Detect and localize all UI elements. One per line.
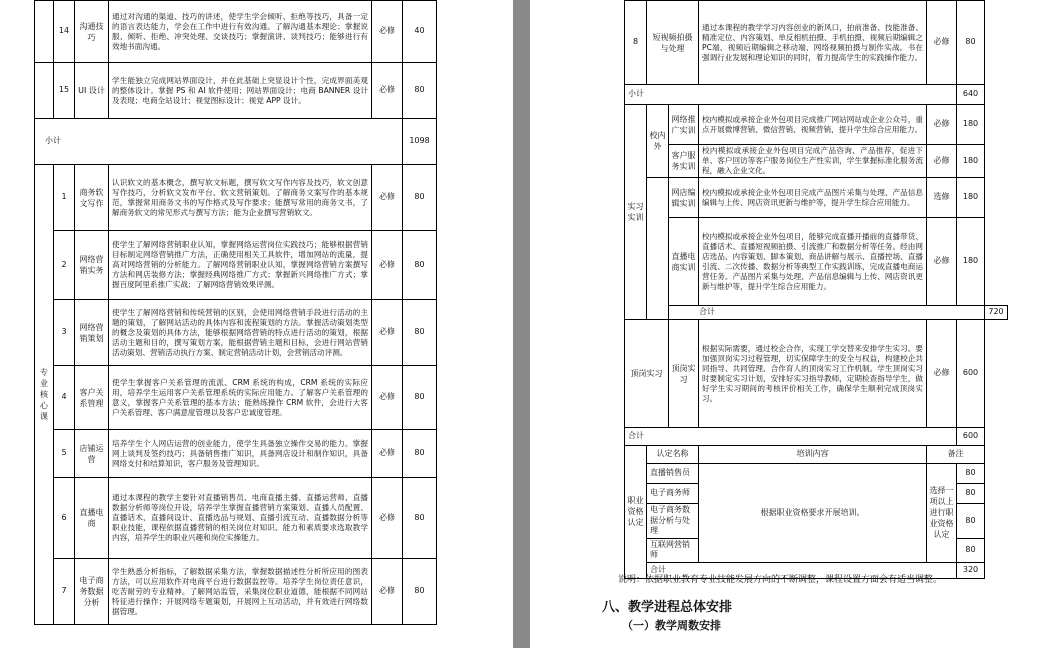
subtotal-row bbox=[35, 119, 437, 165]
right-course-table bbox=[624, 0, 1008, 579]
course-type: 必修 bbox=[372, 300, 403, 366]
practice-type: 必修 bbox=[927, 105, 957, 145]
course-hours: 80 bbox=[957, 1, 985, 85]
core-course-group: 专业核心课 bbox=[35, 165, 54, 625]
subtotal-label: 合计 bbox=[625, 428, 957, 446]
internship-type: 必修 bbox=[927, 320, 957, 428]
course-desc: 通过对沟通的渠道、技巧的讲述，使学生学会倾听、拒绝等技巧，具备一定的语言表达能力，学会在工作中进行有效沟通。了解沟通基本理论；掌握说服、倾听、拒绝、冲突处理、交谈技巧；掌握演讲、谈判技巧；能够进行有效地书面沟通。 bbox=[109, 1, 372, 63]
page-gap bbox=[513, 0, 530, 648]
course-hours: 80 bbox=[403, 231, 437, 300]
course-no: 3 bbox=[54, 300, 75, 366]
cert-name: 互联网营销师 bbox=[647, 538, 699, 562]
course-desc: 认识软文的基本概念，撰写软文标题，撰写软文写作内容及技巧，软文创意写作技巧，分析软文发布平台、软文营销策划。了解商务文案写作的基本规范，掌握常用商务文书的写作格式及写作要求；能撰写常用的商务文书，了解商务软文的常见形式与撰写方法；能为企业撰写营销软文。 bbox=[109, 165, 372, 231]
course-hours: 80 bbox=[403, 63, 437, 119]
course-type: 必修 bbox=[372, 366, 403, 430]
table-row bbox=[35, 63, 437, 119]
cert-name: 电子商务数据分析与处理 bbox=[647, 504, 699, 539]
school-practice-label: 校内外 bbox=[647, 105, 669, 178]
course-name: 直播电商 bbox=[75, 478, 109, 559]
practice-hours: 180 bbox=[957, 218, 985, 306]
course-hours: 40 bbox=[403, 1, 437, 63]
practice-type: 必修 bbox=[927, 218, 957, 306]
course-desc: 学生熟悉分析指标，了解数据采集方法，掌握数据描述性分析所应用的图表方法，可以应用软件对电商平台进行数据监控等。培养学生岗位责任意识，吃苦耐劳的专业精神。了解网站监管，采集岗位职业道德，能根据不同网站特征进行操作；开展网络专题策划，开展网上互动活动，并有效进行网络数据管理。 bbox=[109, 559, 372, 625]
practice-type: 选修 bbox=[927, 178, 957, 218]
course-name: UI 设计 bbox=[75, 63, 109, 119]
course-type: 必修 bbox=[372, 478, 403, 559]
course-desc: 培养学生个人网店运营的创业能力，使学生具备独立操作交易的能力。掌握网上谈判及签约技巧；具备销售推广知识，具备网店设计和制作知识，具备网络支付和结算知识，客户服务及管理知识。 bbox=[109, 430, 372, 478]
table-row bbox=[35, 1, 437, 63]
course-type: 必修 bbox=[372, 231, 403, 300]
cert-hours: 80 bbox=[957, 538, 985, 562]
course-hours: 80 bbox=[403, 300, 437, 366]
practice-desc: 校内模拟或承接企业外包项目完成产品图片采集与处理、产品信息编辑与上传、网店资讯更新与维护等，提升学生综合应用能力。 bbox=[699, 178, 927, 218]
table-row bbox=[35, 478, 437, 559]
table-row bbox=[625, 320, 1008, 428]
cert-header-name: 认定名称 bbox=[647, 446, 699, 464]
adjust-note: 说明：依据职业教育专业技能发展方向的不断调整，课程设置方面会有适当调整。 bbox=[618, 575, 943, 585]
subtotal-value: 320 bbox=[957, 562, 985, 578]
right-page bbox=[530, 0, 1059, 648]
course-no: 15 bbox=[54, 63, 75, 119]
course-no: 6 bbox=[54, 478, 75, 559]
table-row bbox=[625, 105, 1008, 145]
course-desc: 通过本课程的教学学习内容创业的新风口，拍前准备、技能准备、精准定位、内容策划、单反相机拍摄、手机拍摄、视频后期编辑之 PC端、视频后期编辑之移动端、网络视频拍摄与制作实战。书在强调行业发展和理论知识的同时，着力提高学生的实践操作能力。 bbox=[699, 1, 927, 85]
subtotal-value: 720 bbox=[985, 306, 1008, 320]
cert-name: 电子商务师 bbox=[647, 484, 699, 504]
course-type: 必修 bbox=[372, 63, 403, 119]
table-row bbox=[35, 300, 437, 366]
course-no: 14 bbox=[54, 1, 75, 63]
practice-group: 实习实训 bbox=[625, 105, 647, 320]
cert-content: 根据职业资格要求开展培训。 bbox=[699, 464, 927, 563]
practice-hours: 180 bbox=[957, 105, 985, 145]
blank-cell bbox=[35, 63, 54, 119]
course-name: 商务软文写作 bbox=[75, 165, 109, 231]
table-row bbox=[625, 1, 1008, 85]
course-type: 必修 bbox=[372, 559, 403, 625]
subtotal-row bbox=[625, 306, 1008, 320]
course-desc: 使学生了解网络营销和传统营销的区别，会使用网络营销手段进行活动的主题的策划，了解网站活动的具体内容和流程策划的方法。掌握活动策划类型的概念及策划的具体方法，能够根据网络营销的特点进行活动的策划，根据活动主题和目的，撰写策划方案，能根据营销主题和目标，会进行网站营销活动策划、营销活动执行方案、制定营销活动计划，会营销活动评测。 bbox=[109, 300, 372, 366]
course-type: 必修 bbox=[372, 165, 403, 231]
table-row bbox=[35, 559, 437, 625]
subtotal-label: 小计 bbox=[625, 85, 957, 105]
course-no: 7 bbox=[54, 559, 75, 625]
table-row bbox=[625, 178, 1008, 218]
course-name: 网络营销策划 bbox=[75, 300, 109, 366]
course-hours: 80 bbox=[403, 165, 437, 231]
practice-name: 直播电商实训 bbox=[669, 218, 699, 306]
cert-header-content: 培训内容 bbox=[699, 446, 927, 464]
internship-desc: 根据实际需要，通过校企合作，实现工学交替来安排学生实习。要加强顶岗实习过程管理，切实保障学生的安全与权益，构建校企共同指导、共同管理、合作育人的顶岗实习工作机制。学生顶岗实习时要制定实习计划，安排好实习指导教师，定期检查指导学生，做好学生实习期间的考核评价相关工作，确保学生顺利完成顶岗实习。 bbox=[699, 320, 927, 428]
practice-name: 网络推广实训 bbox=[669, 105, 699, 145]
course-type: 必修 bbox=[372, 1, 403, 63]
table-row bbox=[35, 366, 437, 430]
internship-name: 顶岗实习 bbox=[669, 320, 699, 428]
course-no: 5 bbox=[54, 430, 75, 478]
course-no: 8 bbox=[625, 1, 647, 85]
blank-cell bbox=[647, 178, 669, 320]
practice-desc: 校内模拟或承接企业外包项目完成产品咨询、产品推荐，促进下单、客户回访等客户服务岗位生产性实训，学生掌握标准化服务流程，融入企业文化。 bbox=[699, 145, 927, 178]
table-row bbox=[35, 430, 437, 478]
table-row bbox=[625, 145, 1008, 178]
course-desc: 学生能独立完成网站界面设计，并在此基础上突显设计个性，完成界面美观的整体设计。掌握 PS 和 AI 软件使用；网站界面设计；电商 BANNER 设计及表现；电商全站设计；视觉图标设计；视觉 APP 设计。 bbox=[109, 63, 372, 119]
subsection-title: （一）教学周数安排 bbox=[622, 619, 721, 632]
subtotal-value: 600 bbox=[957, 428, 985, 446]
course-name: 短视频拍摄与处理 bbox=[647, 1, 699, 85]
left-page bbox=[0, 0, 513, 648]
cert-row bbox=[625, 464, 1008, 484]
course-name: 网络营销实务 bbox=[75, 231, 109, 300]
practice-name: 客户服务实训 bbox=[669, 145, 699, 178]
table-row bbox=[625, 218, 1008, 306]
subtotal-value: 640 bbox=[957, 85, 985, 105]
left-course-table bbox=[34, 0, 437, 625]
practice-hours: 180 bbox=[957, 178, 985, 218]
practice-desc: 校内模拟或承接企业外包项目，能够完成直播开播前的直播带货、直播话术、直播短视频拍摄、引流推广和数据分析等任务。经由网店选品、内容策划、脚本策划、商品讲解与展示、直播控场、直播引流、二次传播、数据分析等典型工作实践训练，完成直播电商运营任务。产品图片采集与处理、产品信息编辑与上传、网店资讯更新与维护等，提升学生综合应用能力。 bbox=[699, 218, 927, 306]
course-hours: 80 bbox=[403, 430, 437, 478]
course-desc: 使学生了解网络营销职业认知，掌握网络运营岗位实践技巧；能够根据营销目标制定网络营销推广方法，正确使用相关工具软件，增加网站的流量，提高对网络营销的分析能力。了解网络营销职业认知，掌握网络营销方案撰写方法和网店装修方法；掌握经典网络推广方式；掌握新兴网络推广方式；掌握百度阿里系推广实战；了解网络营销效果评测。 bbox=[109, 231, 372, 300]
section-title: 八、教学进程总体安排 bbox=[602, 600, 733, 615]
cert-group: 职业资格认定 bbox=[625, 446, 647, 579]
table-row bbox=[35, 231, 437, 300]
course-hours: 80 bbox=[403, 559, 437, 625]
subtotal-label: 小计 bbox=[35, 119, 403, 165]
subtotal-label: 合计 bbox=[669, 306, 985, 320]
course-desc: 使学生掌握客户关系管理的流派、CRM 系统的构成，CRM 系统的实际应用，培养学生运用客户关系管理系统的实际应用能力。了解客户关系管理的意义，掌握客户关系管理的基本方法；能熟练操作 CRM 软件，会进行大客户关系管理、客户满意度管理以及客户忠诚度管理。 bbox=[109, 366, 372, 430]
course-hours: 80 bbox=[403, 366, 437, 430]
table-row bbox=[35, 165, 437, 231]
subtotal-label: 合计 bbox=[647, 562, 957, 578]
course-no: 4 bbox=[54, 366, 75, 430]
course-name: 沟通技巧 bbox=[75, 1, 109, 63]
course-name: 电子商务数据分析 bbox=[75, 559, 109, 625]
practice-type: 必修 bbox=[927, 145, 957, 178]
cert-header-row bbox=[625, 446, 1008, 464]
subtotal-value: 1098 bbox=[403, 119, 437, 165]
internship-hours: 600 bbox=[957, 320, 985, 428]
practice-hours: 180 bbox=[957, 145, 985, 178]
cert-remark: 选择一项以上进行职业资格认定 bbox=[927, 464, 957, 563]
course-type: 必修 bbox=[927, 1, 957, 85]
internship-group: 顶岗实习 bbox=[625, 320, 669, 428]
cert-hours: 80 bbox=[957, 504, 985, 539]
course-name: 店铺运营 bbox=[75, 430, 109, 478]
course-name: 客户关系管理 bbox=[75, 366, 109, 430]
subtotal-row bbox=[625, 85, 1008, 105]
blank-cell bbox=[35, 1, 54, 63]
course-hours: 80 bbox=[403, 478, 437, 559]
course-desc: 通过本课程的教学主要针对直播销售员、电商直播主播、直播运营师、直播数据分析师等岗位开设，培养学生掌握直播营销方案策划、直播人员配置、直播话术、直播间设计、直播选品与规划、直播引流互动、直播数据分析等职业技能，课程依据直播营销的相关岗位对知识、能力和素质要求选取教学内容，培养学生的职业兴趣和岗位实操能力。 bbox=[109, 478, 372, 559]
course-no: 1 bbox=[54, 165, 75, 231]
practice-desc: 校内模拟或承接企业外包项目完成推广网站网站或企业公众号，重点开展微博营销、微信营销、视频营销，提升学生综合应用能力。 bbox=[699, 105, 927, 145]
course-no: 2 bbox=[54, 231, 75, 300]
cert-header-remark: 备注 bbox=[927, 446, 985, 464]
practice-name: 网店编辑实训 bbox=[669, 178, 699, 218]
cert-name: 直播销售员 bbox=[647, 464, 699, 484]
subtotal-row bbox=[625, 428, 1008, 446]
cert-hours: 80 bbox=[957, 464, 985, 484]
cert-hours: 80 bbox=[957, 484, 985, 504]
course-type: 必修 bbox=[372, 430, 403, 478]
